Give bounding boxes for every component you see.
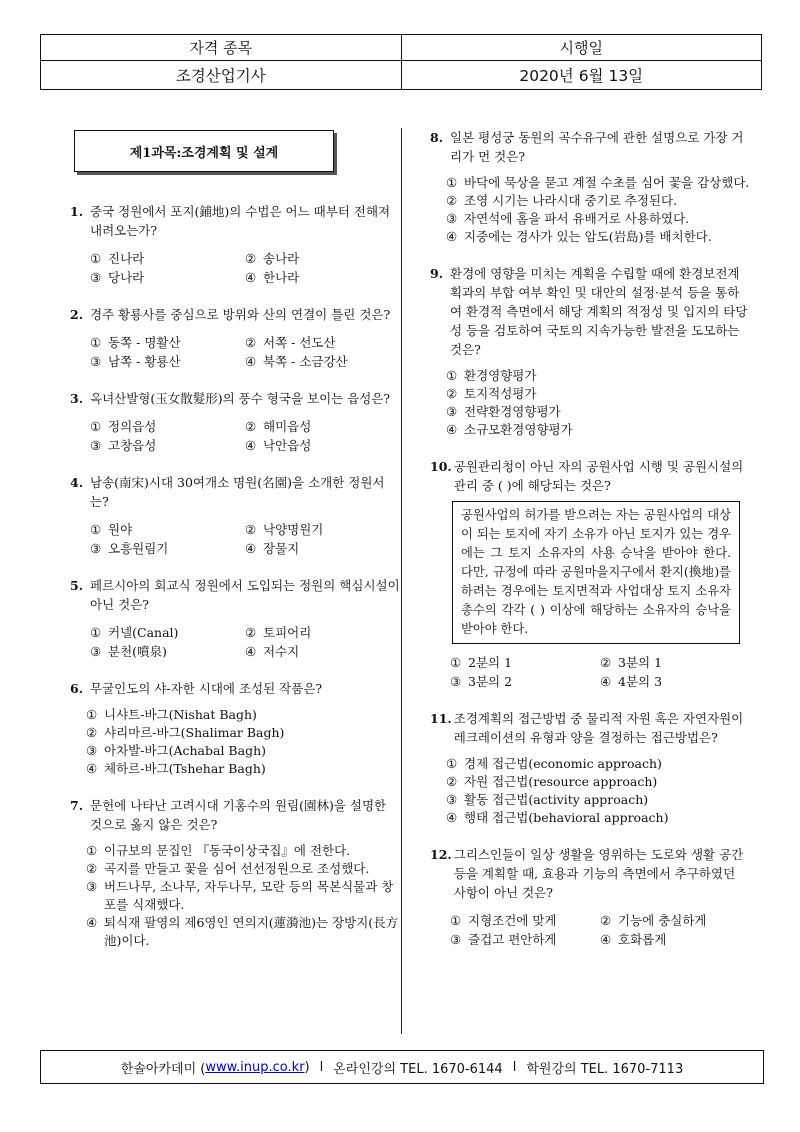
- answer-options: [90, 334, 400, 371]
- option-text: 환경영향평가: [464, 368, 537, 383]
- answer-option[interactable]: [446, 367, 750, 385]
- option-marker: ②: [600, 655, 612, 670]
- question-stem: [70, 305, 400, 324]
- answer-options: [450, 912, 750, 949]
- answer-option[interactable]: [86, 724, 400, 742]
- answer-option[interactable]: [90, 521, 245, 539]
- answer-option[interactable]: [600, 654, 750, 672]
- question-item: [70, 679, 400, 778]
- answer-options: [90, 624, 400, 661]
- answer-options: [86, 706, 400, 778]
- answer-option[interactable]: [446, 773, 750, 791]
- option-text: 낙양명원기: [263, 522, 324, 537]
- question-stem: [430, 845, 750, 902]
- footer-separator: l: [512, 1059, 517, 1075]
- option-marker: ②: [245, 419, 257, 434]
- question-number: 1.: [70, 204, 84, 219]
- option-marker: ③: [90, 438, 102, 453]
- answer-option[interactable]: [90, 269, 245, 287]
- answer-option[interactable]: [446, 791, 750, 809]
- option-marker: ①: [450, 913, 462, 928]
- column-divider: [401, 128, 402, 1034]
- question-text: 그리스인들이 일상 생활을 영위하는 도로와 생활 공간 등을 계획할 때, 효용과 기능의 측면에서 추구하였던 사항이 아닌 것은?: [453, 847, 744, 900]
- option-marker: ④: [600, 932, 612, 947]
- answer-option[interactable]: [245, 540, 400, 558]
- answer-option[interactable]: [245, 521, 400, 539]
- answer-option[interactable]: [86, 914, 400, 950]
- answer-option[interactable]: [446, 385, 750, 403]
- question-stem: [70, 389, 400, 408]
- answer-option[interactable]: [90, 540, 245, 558]
- question-stem: [70, 796, 400, 834]
- answer-option[interactable]: [245, 624, 400, 642]
- option-text: 버드나무, 소나무, 자두나무, 모란 등의 목본식물과 창포를 식재했다.: [104, 879, 394, 912]
- question-number: 4.: [70, 475, 84, 490]
- question-item: [70, 389, 400, 455]
- answer-option[interactable]: [446, 809, 750, 827]
- option-marker: ④: [245, 541, 257, 556]
- option-marker: ④: [86, 915, 98, 930]
- option-text: 이규보의 문집인 『동국이상국집』에 전한다.: [104, 843, 351, 858]
- answer-options: [90, 250, 400, 287]
- question-number: 8.: [430, 130, 444, 145]
- subject-title: 제1과목:조경계획 및 설계: [74, 130, 334, 172]
- option-marker: ①: [86, 707, 98, 722]
- question-item: [70, 576, 400, 661]
- option-text: 당나라: [108, 270, 145, 285]
- exam-type-label: 자격 종목: [41, 35, 402, 61]
- answer-option[interactable]: [245, 643, 400, 661]
- answer-option[interactable]: [86, 760, 400, 778]
- option-marker: ①: [446, 175, 458, 190]
- answer-option[interactable]: [600, 931, 750, 949]
- option-text: 전략환경영향평가: [464, 404, 561, 419]
- option-marker: ③: [90, 270, 102, 285]
- option-text: 지중에는 경사가 있는 암도(岩島)를 배치한다.: [464, 229, 712, 244]
- option-text: 아차발-바그(Achabal Bagh): [104, 743, 266, 758]
- answer-option[interactable]: [446, 210, 750, 228]
- option-text: 토지적성평가: [464, 386, 537, 401]
- option-text: 진나라: [108, 251, 145, 266]
- answer-option[interactable]: [86, 706, 400, 724]
- answer-option[interactable]: [450, 912, 600, 930]
- footer-separator: l: [319, 1059, 324, 1075]
- option-text: 분천(噴泉): [108, 644, 167, 659]
- question-stem: [430, 457, 750, 495]
- option-text: 퇴식재 팔영의 제6영인 연의지(蓮漪池)는 장방지(長方池)이다.: [104, 915, 399, 948]
- question-text: 중국 정원에서 포지(鋪地)의 수법은 어느 때부터 전해져 내려오는가?: [90, 204, 391, 238]
- left-question-list: [70, 202, 400, 950]
- option-text: 동쪽 - 명활산: [108, 335, 181, 350]
- option-marker: ③: [90, 541, 102, 556]
- question-text: 남송(南宋)시대 30여개소 명원(名園)을 소개한 정원서는?: [90, 475, 385, 509]
- footer-website-link[interactable]: www.inup.co.kr: [205, 1059, 305, 1075]
- option-text: 오흥원림기: [108, 541, 169, 556]
- question-item: [430, 457, 750, 691]
- answer-option[interactable]: [86, 842, 400, 860]
- option-text: 장물지: [263, 541, 300, 556]
- option-marker: ④: [86, 761, 98, 776]
- option-marker: ④: [245, 270, 257, 285]
- option-text: 해미읍성: [263, 419, 312, 434]
- option-text: 자연석에 홈을 파서 유배거로 사용하였다.: [464, 211, 690, 226]
- answer-options: [90, 418, 400, 455]
- option-marker: ③: [446, 404, 458, 419]
- option-text: 저수지: [263, 644, 300, 659]
- option-marker: ④: [245, 354, 257, 369]
- question-text: 페르시아의 회교식 정원에서 도입되는 정원의 핵심시설이 아닌 것은?: [90, 578, 400, 612]
- option-text: 자원 접근법(resource approach): [464, 774, 658, 789]
- question-text: 경주 황룡사를 중심으로 방위와 산의 연결이 틀린 것은?: [90, 307, 391, 322]
- option-marker: ④: [600, 674, 612, 689]
- question-item: [430, 264, 750, 439]
- option-text: 북쪽 - 소금강산: [263, 354, 348, 369]
- answer-option[interactable]: [446, 755, 750, 773]
- answer-option[interactable]: [446, 421, 750, 439]
- question-number: 6.: [70, 681, 84, 696]
- question-number: 11.: [430, 711, 452, 726]
- option-text: 2분의 1: [468, 655, 513, 670]
- footer: [40, 1050, 764, 1084]
- answer-option[interactable]: [245, 437, 400, 455]
- answer-option[interactable]: [450, 654, 600, 672]
- option-marker: ②: [446, 774, 458, 789]
- option-marker: ③: [86, 743, 98, 758]
- left-column: [70, 128, 400, 968]
- question-stem: [70, 473, 400, 511]
- option-marker: ①: [446, 368, 458, 383]
- right-question-list: [430, 128, 750, 949]
- option-marker: ①: [446, 756, 458, 771]
- footer-online-tel: 온라인강의 TEL. 1670-6144: [333, 1061, 503, 1077]
- question-text: 공원관리청이 아닌 자의 공원사업 시행 및 공원시설의 관리 중 ( )에 해당되는 것은?: [453, 459, 744, 493]
- option-marker: ②: [86, 725, 98, 740]
- exam-name: 조경산업기사: [41, 61, 402, 90]
- option-marker: ②: [245, 625, 257, 640]
- option-marker: ①: [86, 843, 98, 858]
- question-item: [70, 473, 400, 558]
- answer-option[interactable]: [245, 334, 400, 352]
- question-text: 옥녀산발형(玉女散髮形)의 풍수 형국을 보이는 읍성은?: [90, 391, 391, 406]
- question-stem: [70, 202, 400, 240]
- option-marker: ①: [90, 335, 102, 350]
- option-marker: ③: [446, 792, 458, 807]
- option-text: 서쪽 - 선도산: [263, 335, 336, 350]
- option-text: 정의읍성: [108, 419, 157, 434]
- answer-options: [446, 174, 750, 246]
- option-text: 낙안읍성: [263, 438, 312, 453]
- answer-option[interactable]: [446, 192, 750, 210]
- option-text: 원야: [108, 522, 133, 537]
- answer-options: [450, 654, 750, 691]
- option-text: 니샤트-바그(Nishat Bagh): [104, 707, 257, 722]
- answer-option[interactable]: [90, 437, 245, 455]
- option-text: 토피어리: [263, 625, 312, 640]
- option-marker: ④: [446, 810, 458, 825]
- question-number: 12.: [430, 847, 452, 862]
- option-marker: ①: [90, 251, 102, 266]
- question-item: [430, 845, 750, 949]
- question-number: 3.: [70, 391, 84, 406]
- question-text: 문헌에 나타난 고려시대 기홍수의 원림(園林)을 설명한 것으로 옳지 않은 것은?: [90, 798, 387, 832]
- option-marker: ④: [446, 422, 458, 437]
- option-text: 고창읍성: [108, 438, 157, 453]
- answer-option[interactable]: [86, 878, 400, 914]
- option-text: 바닥에 묵상을 묻고 계절 수초를 심어 꽃을 감상했다.: [464, 175, 750, 190]
- question-text: 무굴인도의 샤-자한 시대에 조성된 작품은?: [90, 681, 323, 696]
- option-marker: ④: [245, 438, 257, 453]
- option-text: 4분의 3: [618, 674, 663, 689]
- question-number: 7.: [70, 798, 84, 813]
- option-text: 호화롭게: [618, 932, 667, 947]
- question-number: 2.: [70, 307, 84, 322]
- answer-option[interactable]: [450, 931, 600, 949]
- question-text: 조경계획의 접근방법 중 물리적 자원 혹은 자연자원이 레크레이션의 유형과 양을 결정하는 접근방법은?: [453, 711, 744, 745]
- option-text: 활동 접근법(activity approach): [464, 792, 649, 807]
- option-marker: ③: [446, 211, 458, 226]
- answer-option[interactable]: [600, 673, 750, 691]
- option-marker: ②: [245, 335, 257, 350]
- footer-academy: 한솔아카데미 (: [120, 1061, 206, 1077]
- answer-option[interactable]: [86, 860, 400, 878]
- question-item: [430, 128, 750, 246]
- option-text: 송나라: [263, 251, 300, 266]
- answer-option[interactable]: [446, 228, 750, 246]
- question-text: 일본 평성궁 동원의 곡수유구에 관한 설명으로 가장 거리가 먼 것은?: [450, 130, 744, 164]
- answer-option[interactable]: [450, 673, 600, 691]
- answer-option[interactable]: [86, 742, 400, 760]
- option-marker: ①: [90, 522, 102, 537]
- option-text: 지형조건에 맞게: [468, 913, 557, 928]
- option-marker: ③: [450, 932, 462, 947]
- answer-option[interactable]: [245, 418, 400, 436]
- option-text: 즐겁고 편안하게: [468, 932, 557, 947]
- answer-option[interactable]: [90, 418, 245, 436]
- question-item: [70, 202, 400, 287]
- question-item: [70, 305, 400, 371]
- answer-option[interactable]: [90, 624, 245, 642]
- answer-option[interactable]: [90, 353, 245, 371]
- question-stem: [70, 679, 400, 698]
- option-marker: ③: [450, 674, 462, 689]
- question-stem: [430, 709, 750, 747]
- option-text: 체하르-바그(Tshehar Bagh): [104, 761, 266, 776]
- option-marker: ③: [86, 879, 98, 894]
- footer-academy-close: ): [304, 1059, 310, 1075]
- question-reference-box: 공원사업의 허가를 받으려는 자는 공원사업의 대상이 되는 토지에 자기 소유가 아닌 토지가 있는 경우에는 그 토지 소유자의 사용 승낙을 받아야 한다. 다만, 규정에 따라 공원마을지구에서 환지(換地)를 하려는 경우에는 토지면적과 사업대상 토지 소유자 총수의 각각 ( ) 이상에 해당하는 소유자의 승낙을 받아야 한다.: [452, 501, 740, 644]
- option-text: 곡지를 만들고 꽃을 심어 선선정원으로 조성했다.: [104, 861, 370, 876]
- option-marker: ①: [90, 625, 102, 640]
- footer-offline-tel: 학원강의 TEL. 1670-7113: [526, 1061, 684, 1077]
- answer-options: [90, 521, 400, 558]
- question-stem: [430, 264, 750, 359]
- option-marker: ②: [245, 251, 257, 266]
- question-number: 9.: [430, 266, 444, 281]
- answer-option[interactable]: [245, 269, 400, 287]
- option-marker: ①: [90, 419, 102, 434]
- option-text: 남쪽 - 황룡산: [108, 354, 181, 369]
- right-column: [430, 128, 750, 967]
- option-text: 조영 시기는 나라시대 중기로 추정된다.: [464, 193, 678, 208]
- option-text: 한나라: [263, 270, 300, 285]
- option-marker: ②: [245, 522, 257, 537]
- question-item: [70, 796, 400, 950]
- option-marker: ③: [90, 644, 102, 659]
- answer-option[interactable]: [245, 353, 400, 371]
- option-text: 기능에 충실하게: [618, 913, 707, 928]
- option-text: 행태 접근법(behavioral approach): [464, 810, 669, 825]
- answer-option[interactable]: [446, 403, 750, 421]
- option-text: 소규모환경영향평가: [464, 422, 573, 437]
- option-text: 커넬(Canal): [108, 625, 179, 640]
- question-stem: [430, 128, 750, 166]
- option-text: 3분의 2: [468, 674, 513, 689]
- option-marker: ③: [90, 354, 102, 369]
- option-marker: ②: [446, 386, 458, 401]
- option-text: 3분의 1: [618, 655, 663, 670]
- answer-option[interactable]: [90, 250, 245, 268]
- answer-option[interactable]: [90, 643, 245, 661]
- answer-options: [86, 842, 400, 950]
- answer-option[interactable]: [245, 250, 400, 268]
- question-number: 5.: [70, 578, 84, 593]
- exam-date-label: 시행일: [401, 35, 762, 61]
- answer-option[interactable]: [446, 174, 750, 192]
- option-marker: ②: [86, 861, 98, 876]
- question-text: 환경에 영향을 미치는 계획을 수립할 때에 환경보전계획과의 부합 여부 확인 및 대안의 설정·분석 등을 통하여 환경적 측면에서 해당 계획의 적정성 및 입지의 타당성 등을 검토하여 국토의 지속가능한 발전을 도모하는 것은?: [450, 266, 748, 357]
- exam-info-table: [40, 34, 762, 90]
- exam-date: 2020년 6월 13일: [401, 61, 762, 90]
- question-number: 10.: [430, 459, 452, 474]
- option-marker: ④: [245, 644, 257, 659]
- answer-option[interactable]: [90, 334, 245, 352]
- option-marker: ①: [450, 655, 462, 670]
- option-marker: ②: [600, 913, 612, 928]
- answer-options: [446, 755, 750, 827]
- answer-options: [446, 367, 750, 439]
- question-item: [430, 709, 750, 827]
- option-marker: ②: [446, 193, 458, 208]
- answer-option[interactable]: [600, 912, 750, 930]
- question-stem: [70, 576, 400, 614]
- option-text: 샤리마르-바그(Shalimar Bagh): [104, 725, 285, 740]
- option-marker: ④: [446, 229, 458, 244]
- option-text: 경제 접근법(economic approach): [464, 756, 662, 771]
